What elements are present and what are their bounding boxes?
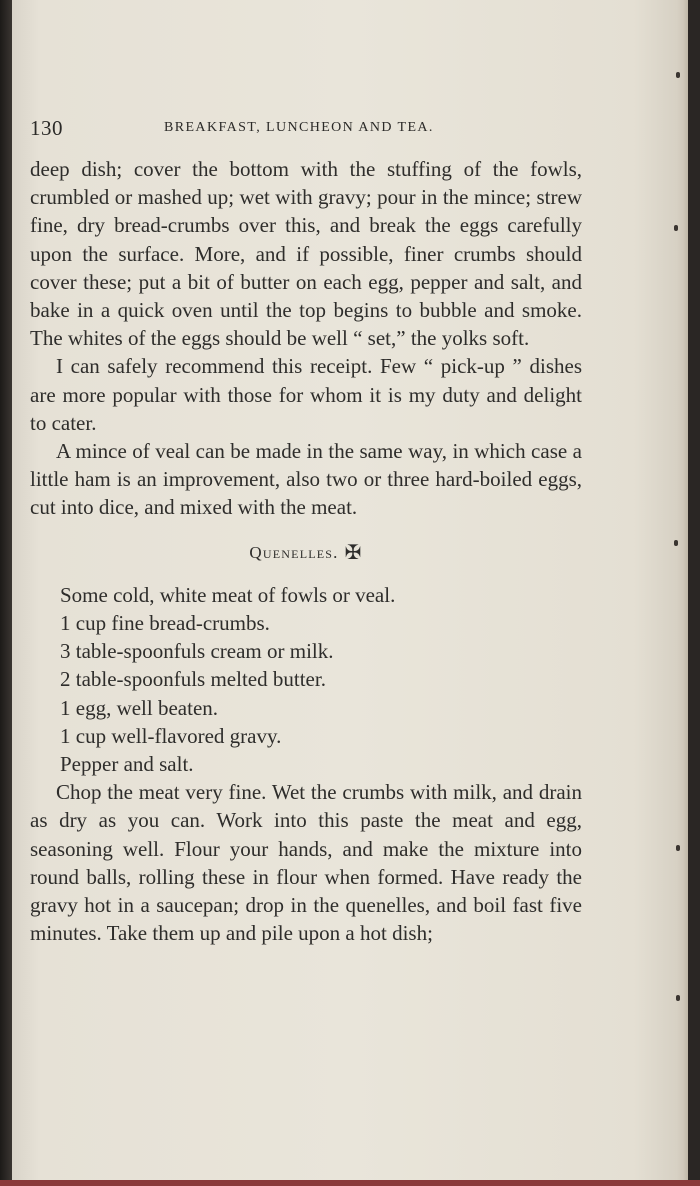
ingredient-item: 2 table-spoonfuls melted butter. <box>60 667 326 692</box>
ingredient-item: Pepper and salt. <box>60 752 194 777</box>
running-head: BREAKFAST, LUNCHEON AND TEA. <box>164 120 434 135</box>
edge-speck <box>676 995 680 1001</box>
ingredient-item: 1 cup well-flavored gravy. <box>60 723 282 748</box>
recipe-title-text: Quenelles. <box>249 542 339 562</box>
paragraph: A mince of veal can be made in the same way, in which case a little ham is an improvement, also two or three hard-boiled eggs, cut into dice, and mixed with the meat. <box>30 439 582 520</box>
edge-speck <box>674 540 678 546</box>
book-page <box>12 0 688 1186</box>
edge-speck <box>676 845 680 851</box>
page-number: 130 <box>30 116 63 140</box>
ingredient-item: Some cold, white meat of fowls or veal. <box>60 582 396 607</box>
cross-mark-icon: ✠ <box>344 541 363 564</box>
ingredient-item: 1 cup fine bread-crumbs. <box>60 611 270 636</box>
recipe-directions: Chop the meat very fine. Wet the crumbs with milk, and drain as dry as you can. Work into this paste the meat and egg, seasoning well. Flour your hands, and make the mixture into round balls, rolling these in flour when formed. Have ready the gravy hot in a saucepan; drop in the quenelles, and boil fast five minutes. Take them up and pile upon a hot dish; <box>30 780 582 946</box>
page-bottom-edge <box>0 1180 700 1186</box>
paragraph: deep dish; cover the bottom with the stuffing of the fowls, crumbled or mashed up; wet with gravy; pour in the mince; strew fine, dry bread-crumbs over this, and break the eggs carefully upon the surface. More, and if possible, finer crumbs should cover these; put a bit of butter on each egg, pepper and salt, and bake in a quick oven until the top begins to bubble and smoke. The whites of the eggs should be well “ set,” the yolks soft. <box>30 157 582 351</box>
edge-speck <box>676 72 680 78</box>
recipe-title <box>30 539 582 567</box>
ingredient-list <box>30 581 582 778</box>
edge-speck <box>674 225 678 231</box>
paragraph: I can safely recommend this receipt. Few “ pick-up ” dishes are more popular with those for whom it is my duty and delight to cater. <box>30 354 582 435</box>
page-edge <box>676 0 688 1186</box>
ingredient-item: 1 egg, well beaten. <box>60 695 219 720</box>
book-spine <box>0 0 12 1186</box>
page-body <box>30 155 582 947</box>
ingredient-item: 3 table-spoonfuls cream or milk. <box>60 639 334 664</box>
